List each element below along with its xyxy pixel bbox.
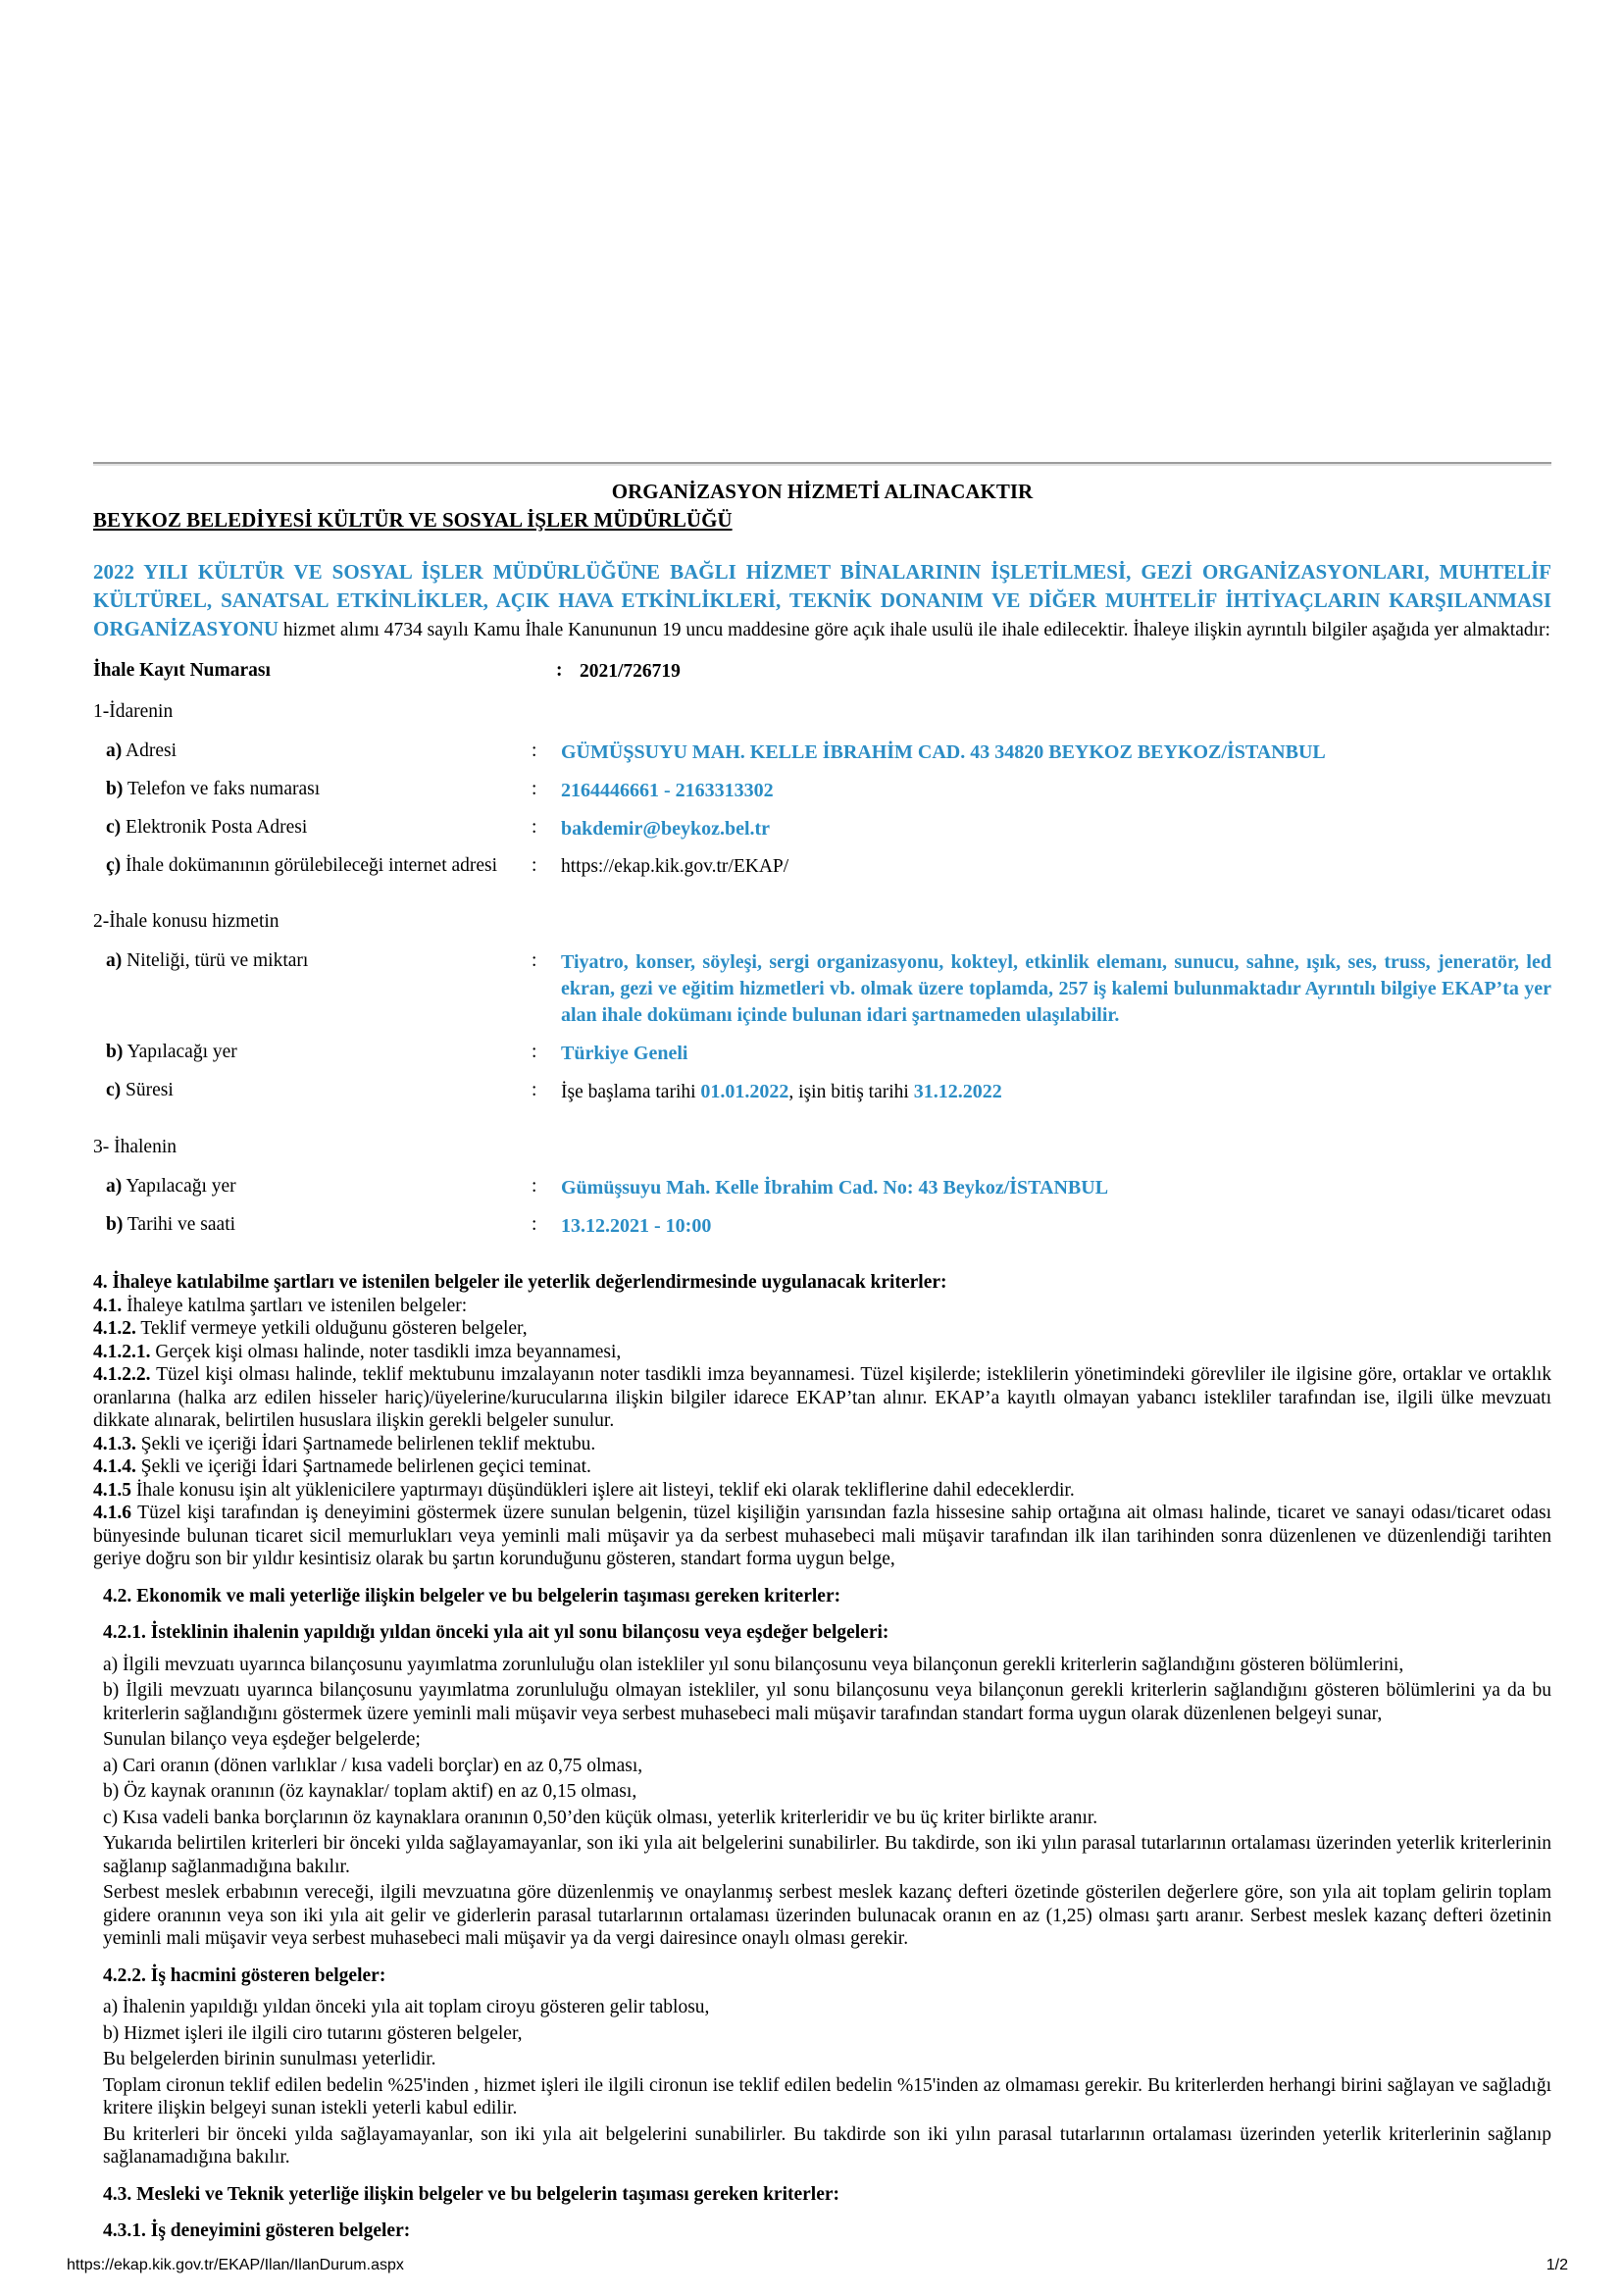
info-row-value: 13.12.2021 - 10:00 xyxy=(561,1215,712,1237)
info-row-label: ç) İhale dokümanının görülebileceği internet adresi xyxy=(106,855,498,876)
document-body xyxy=(93,466,1551,2252)
colon: : xyxy=(532,1080,537,1100)
info-row-value: Tiyatro, konser, söyleşi, sergi organizasyonu, kokteyl, etkinlik elemanı, sunucu, sahne, ışık, ses, truss, jeneratör, led ekran, gezi ve eğitim hizmetleri vb. olmak üzere toplamda, 257 iş kalemi bulunmaktadır Ayrıntılı bilgiye EKAP’ta yer alan ihale dokümanı içinde bulunan idari şartnameden ulaşılabilir. xyxy=(561,951,1551,1026)
info-row-value: bakdemir@beykoz.bel.tr xyxy=(561,818,771,840)
colon: : xyxy=(532,779,537,799)
info-row xyxy=(93,1079,1551,1105)
criteria-paragraph: 4.1.2.1. Gerçek kişi olması halinde, noter tasdikli imza beyannamesi, xyxy=(93,1341,622,1362)
summary-rest: hizmet alımı 4734 sayılı Kamu İhale Kanununun 19 uncu maddesine göre açık ihale usulü ile ihale edilecektir. İhaleye ilişkin ayrıntılı bilgiler aşağıda yer almaktadır: xyxy=(279,620,1550,640)
footer-url: https://ekap.kik.gov.tr/EKAP/Ilan/IlanDurum.aspx xyxy=(67,2257,404,2273)
ikn-label: İhale Kayıt Numarası xyxy=(93,660,271,681)
criteria-paragraph: c) Kısa vadeli banka borçlarının öz kaynaklara oranının 0,50’den küçük olması, yeterlik kriterleridir ve bu üç kriter birlikte aranır. xyxy=(103,1807,1098,1828)
organization-name: BEYKOZ BELEDİYESİ KÜLTÜR VE SOSYAL İŞLER MÜDÜRLÜĞÜ xyxy=(93,508,733,532)
info-row-value: İşe başlama tarihi 01.01.2022, işin bitiş tarihi 31.12.2022 xyxy=(561,1081,1002,1102)
info-sections xyxy=(93,701,1551,1240)
info-row-value: Gümüşsuyu Mah. Kelle İbrahim Cad. No: 43 Beykoz/İSTANBUL xyxy=(561,1177,1109,1199)
info-row xyxy=(93,778,1551,804)
criteria-heading: 4.2. Ekonomik ve mali yeterliğe ilişkin belgeler ve bu belgelerin taşıması gereken kriterler: xyxy=(103,1585,841,1607)
criteria-paragraph: Bu kriterleri bir önceki yılda sağlayamayanlar, son iki yıla ait belgelerini sunabilirler. Bu takdirde son iki yılın parasal tutarlarının ortalaması üzerinden yeterlik kriterlerinin sağlanıp sağlanamadığına bakılır. xyxy=(103,2123,1551,2168)
criteria-heading: 4.3. Mesleki ve Teknik yeterliğe ilişkin belgeler ve bu belgelerin taşıması gereken kriterler: xyxy=(103,2183,840,2205)
criteria-paragraph: b) Öz kaynak oranının (öz kaynaklar/ toplam aktif) en az 0,15 olması, xyxy=(103,1781,637,1802)
info-row xyxy=(93,1175,1551,1201)
info-row-label: b) Tarihi ve saati xyxy=(106,1214,236,1235)
criteria-paragraph: b) Hizmet işleri ile ilgili ciro tutarını gösteren belgeler, xyxy=(103,2022,523,2044)
criteria-paragraph: 4.1. İhaleye katılma şartları ve istenilen belgeler: xyxy=(93,1295,468,1316)
colon: : xyxy=(532,1214,537,1235)
criteria-paragraph: Bu belgelerden birinin sunulması yeterlidir. xyxy=(103,2049,436,2069)
colon: : xyxy=(556,660,563,681)
info-row-label: a) Yapılacağı yer xyxy=(106,1176,236,1197)
info-row xyxy=(93,1041,1551,1067)
criteria-paragraph: Serbest meslek erbabının vereceği, ilgili mevzuatına göre düzenlenmiş ve onaylanmış serbest meslek kazanç defteri özetinde gösterilen değerlere göre, son yıla ait toplam gelirin toplam gidere oranının veya son iki yıla ait gelir ve giderlerin parasal tutarlarının ortalaması üzerinden bulunacak oranın en az (1,25) olması şartı aranır. Serbest meslek kazanç defteri özetinin yeminli mali müşavir veya serbest muhasebeci mali müşavir ya da vergi dairesince onaylı olması gerekir. xyxy=(103,1882,1551,1949)
info-row xyxy=(93,1213,1551,1240)
criteria-paragraph: a) İlgili mevzuatı uyarınca bilançosunu yayımlatma zorunluluğu olan istekliler yıl sonu bilançosunu veya bilançonun gerekli kriterlerin sağlandığını gösteren bölümlerini, xyxy=(103,1654,1404,1675)
colon: : xyxy=(532,740,537,761)
criteria-heading: 4.2.2. İş hacmini gösteren belgeler: xyxy=(103,1964,386,1986)
info-row-label: c) Süresi xyxy=(106,1080,174,1100)
criteria-heading: 4.3.1. İş deneyimini gösteren belgeler: xyxy=(103,2220,411,2241)
criteria-paragraph: Sunulan bilanço veya eşdeğer belgelerde; xyxy=(103,1729,421,1750)
criteria-paragraph: 4.1.6 Tüzel kişi tarafından iş deneyimini göstermek üzere sunulan belgenin, tüzel kişiliğin yarısından fazla hissesine sahip ortağına ait olması halinde, ticaret ve sanayi odası/ticaret odası bünyesinde bulunan ticaret sicil memurlukları veya yeminli mali müşavir ya da serbest muhasebeci mali müşavir tarafından ilk ilan tarihinden sonra düzenlenen ve düzenlendiği tarihten geriye doğru son bir yıldır kesintisiz olarak bu şartın korunduğunu gösteren, standart forma uygun belge, xyxy=(93,1503,1551,1569)
footer-page-indicator: 1/2 xyxy=(1546,2257,1568,2273)
criteria-heading: 4.2.1. İsteklinin ihalenin yapıldığı yıldan önceki yıla ait yıl sonu bilançosu veya eşdeğer belgeleri: xyxy=(103,1622,889,1643)
criteria-paragraph: 4.1.2. Teklif vermeye yetkili olduğunu gösteren belgeler, xyxy=(93,1318,528,1339)
info-row-value: GÜMÜŞSUYU MAH. KELLE İBRAHİM CAD. 43 34820 BEYKOZ BEYKOZ/İSTANBUL xyxy=(561,741,1326,763)
criteria-paragraph: a) Cari oranın (dönen varlıklar / kısa vadeli borçlar) en az 0,75 olması, xyxy=(103,1755,643,1776)
info-row xyxy=(93,740,1551,766)
info-row-value: Türkiye Geneli xyxy=(561,1043,688,1064)
ikn-value: 2021/726719 xyxy=(580,661,681,682)
section-heading: 1-İdarenin xyxy=(93,701,174,722)
info-row-label: b) Yapılacağı yer xyxy=(106,1042,237,1062)
info-row xyxy=(93,949,1551,1029)
section-heading: 3- İhalenin xyxy=(93,1137,178,1157)
document-title: ORGANİZASYON HİZMETİ ALINACAKTIR xyxy=(611,480,1034,503)
info-row-label: c) Elektronik Posta Adresi xyxy=(106,817,308,838)
info-row-label: a) Niteliği, türü ve miktarı xyxy=(106,950,309,971)
criteria-paragraph: 4.1.2.2. Tüzel kişi olması halinde, teklif mektubunu imzalayanın noter tasdikli imza beyannamesi. Tüzel kişilerde; isteklilerin yönetimindeki görevliler ile ilgisine göre, ortaklar ve ortaklık oranlarına (halka arz edilen hisseler hariç)/üyelerine/kurucularına ilişkin bilgiler idarece EKAP’tan alınır. EKAP’a kayıtlı olmayan yabancı istekliler tarafından ise, ilgili ülke mevzuatı dikkate alınarak, belirtilen hususlara ilişkin gerekli belgeler sunulur. xyxy=(93,1364,1551,1431)
section-heading: 2-İhale konusu hizmetin xyxy=(93,911,279,932)
info-row-value: 2164446661 - 2163313302 xyxy=(561,780,774,801)
colon: : xyxy=(532,817,537,838)
criteria-paragraph: 4.1.3. Şekli ve içeriği İdari Şartnamede belirlenen teklif mektubu. xyxy=(93,1433,596,1454)
colon: : xyxy=(532,950,537,971)
info-row xyxy=(93,816,1551,842)
criteria-paragraph: a) İhalenin yapıldığı yıldan önceki yıla ait toplam ciroyu gösteren gelir tablosu, xyxy=(103,1997,710,2017)
info-row-label: a) Adresi xyxy=(106,740,178,761)
criteria-paragraph: 4.1.4. Şekli ve içeriği İdari Şartnamede belirlenen geçici teminat. xyxy=(93,1456,591,1477)
colon: : xyxy=(532,1042,537,1062)
criteria-paragraph: 4.1.5 İhale konusu işin alt yüklenicilere yaptırmayı düşündükleri işlere ait listeyi, teklif eki olarak tekliflerine dahil edeceklerdir. xyxy=(93,1479,1075,1501)
tender-subject-highlight: 2022 YILI KÜLTÜR VE SOSYAL İŞLER MÜDÜRLÜĞÜNE BAĞLI HİZMET BİNALARININ İŞLETİLMESİ, GEZİ ORGANİZASYONLARI, MUHTELİF KÜLTÜREL, SANATSAL ETKİNLİKLER, AÇIK HAVA ETKİNLİKLERİ, TEKNİK DONANIM VE DİĞER MUHTELİF İHTİYAÇLARIN KARŞILANMASI ORGANİZASYONU xyxy=(93,560,1551,640)
page-footer xyxy=(67,2257,1568,2274)
criteria-section xyxy=(93,1271,1551,2243)
colon: : xyxy=(532,855,537,876)
info-row-value: https://ekap.kik.gov.tr/EKAP/ xyxy=(561,856,789,877)
info-row xyxy=(93,854,1551,880)
criteria-paragraph: b) İlgili mevzuatı uyarınca bilançosunu yayımlatma zorunluluğu olmayan istekliler, yıl sonu bilançosunu veya bilançonun gerekli kriterlerin sağlandığını gösteren bölümlerini ya da bu kriterlerin sağlandığını göstermek üzere yeminli mali müşavir veya serbest muhasebeci mali müşavir tarafından standart forma uygun olarak düzenlenen belgeyi sunar, xyxy=(103,1680,1551,1724)
ikn-row xyxy=(93,659,1551,685)
colon: : xyxy=(532,1176,537,1197)
criteria-paragraph: Yukarıda belirtilen kriterleri bir önceki yılda sağlayamayanlar, son iki yıla ait belgelerini sunabilirler. Bu takdirde, son iki yılın parasal tutarlarının ortalaması üzerinden yeterlik kriterlerinin sağlanıp sağlanmadığına bakılır. xyxy=(103,1833,1551,1877)
info-row-label: b) Telefon ve faks numarası xyxy=(106,779,321,799)
criteria-paragraph: Toplam cironun teklif edilen bedelin %25'inden , hizmet işleri ile ilgili cironun ise teklif edilen bedelin %15'inden az olmaması gerekir. Bu kriterlerden herhangi birini sağlayan ve sağladığı kritere ilişkin belgeyi sunan istekli yeterli kabul edilir. xyxy=(103,2074,1551,2118)
criteria-heading: 4. İhaleye katılabilme şartları ve istenilen belgeler ile yeterlik değerlendirmesinde uygulanacak kriterler: xyxy=(93,1272,947,1293)
summary-paragraph xyxy=(93,559,1551,644)
